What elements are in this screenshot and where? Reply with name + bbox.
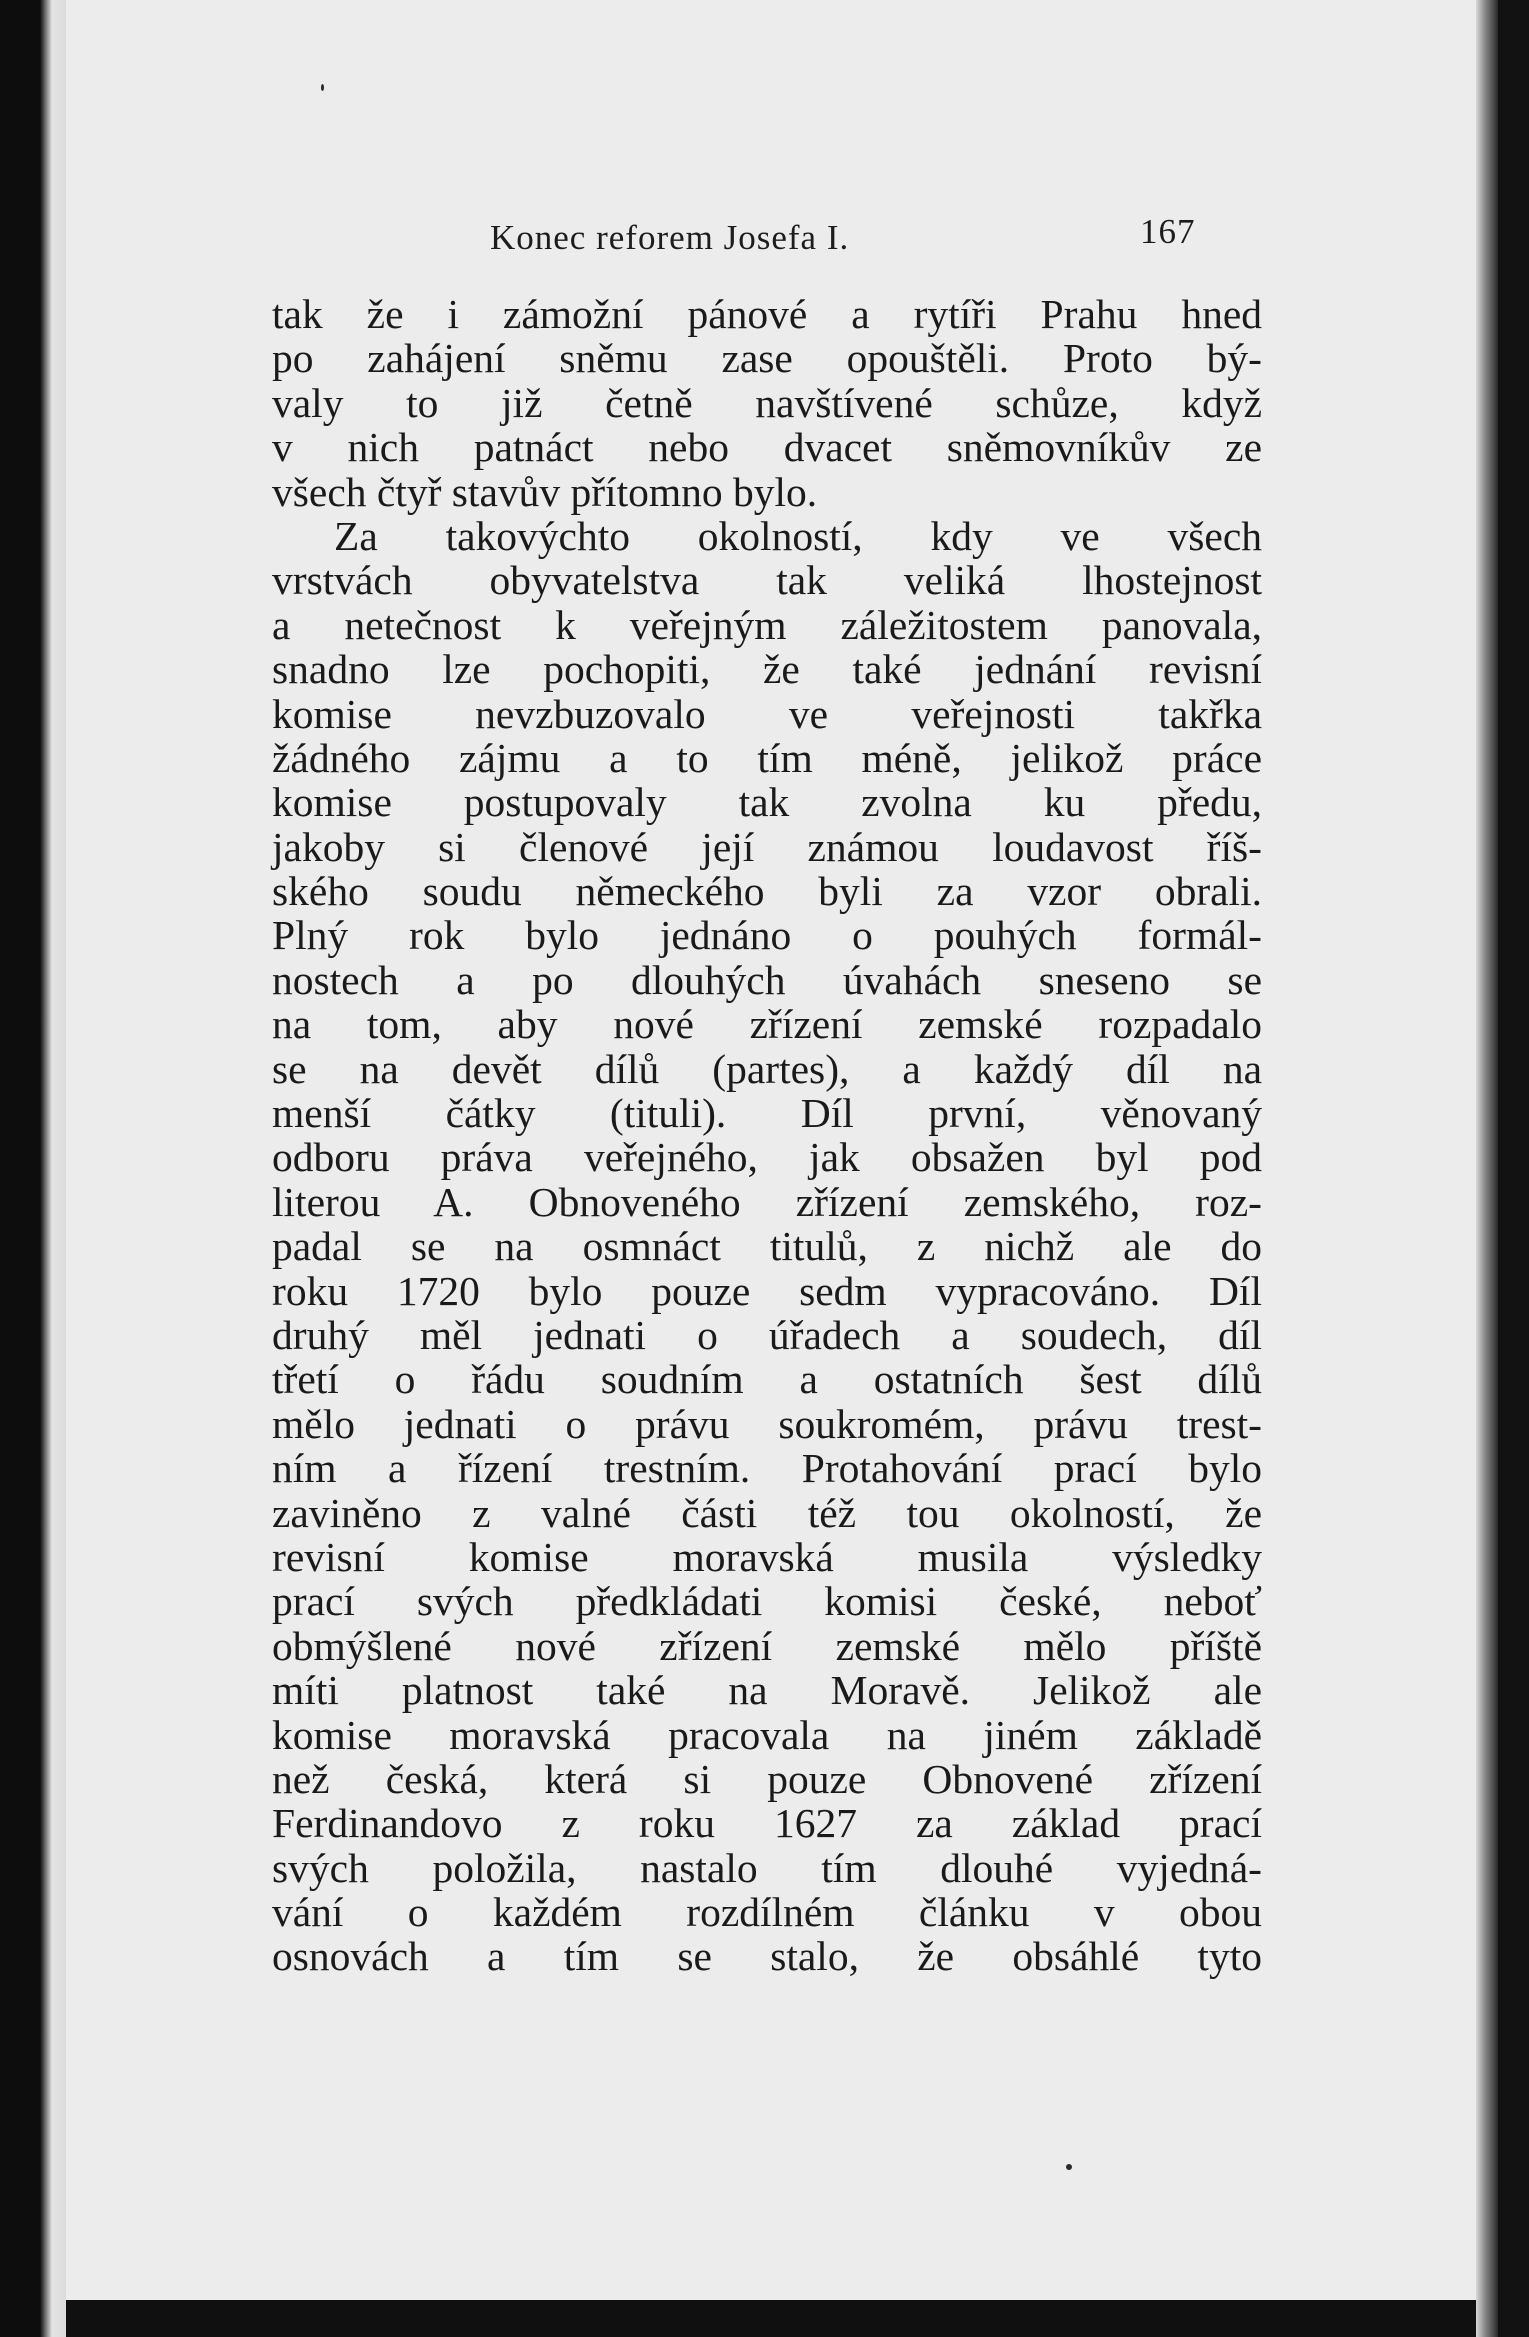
text-line: v nich patnáct nebo dvacet sněmovníkův ze	[272, 424, 1262, 471]
text-line: literou A. Obnoveného zřízení zemského, roz-	[272, 1178, 1262, 1225]
text-line: žádného zájmu a to tím méně, jelikož práce	[272, 734, 1262, 781]
binding-edge	[0, 0, 66, 2337]
page-number: 167	[1140, 212, 1196, 251]
text-line: ského soudu německého byli za vzor obrali.	[272, 868, 1262, 915]
text-line: a netečnost k veřejným záležitostem panovala,	[272, 601, 1262, 648]
text-line: svých položila, nastalo tím dlouhé vyjedná-	[272, 1844, 1262, 1891]
text-line: Plný rok bylo jednáno o pouhých formál-	[272, 912, 1262, 959]
text-line: roku 1720 bylo pouze sedm vypracováno. Díl	[272, 1267, 1262, 1314]
text-line: komise nevzbuzovalo ve veřejnosti takřka	[272, 690, 1262, 737]
text-line: všech čtyř stavův přítomno bylo.	[272, 468, 818, 515]
scan-speck	[321, 84, 324, 91]
scan-bottom-band	[66, 2300, 1476, 2337]
text-line: menší čátky (tituli). Díl první, věnovaný	[272, 1090, 1262, 1137]
text-line: osnovách a tím se stalo, že obsáhlé tyto	[272, 1933, 1262, 1980]
text-line: valy to již četně navštívené schůze, když	[272, 379, 1262, 426]
text-line: mělo jednati o právu soukromém, právu trest-	[272, 1400, 1262, 1447]
text-line: ním a řízení trestním. Protahování prací bylo	[272, 1445, 1262, 1492]
text-line: Ferdinandovo z roku 1627 za základ prací	[272, 1800, 1262, 1847]
text-line: než česká, která si pouze Obnovené zřízení	[272, 1755, 1262, 1802]
text-line: míti platnost také na Moravě. Jelikož ale	[272, 1667, 1262, 1714]
text-line: se na devět dílů (partes), a každý díl na	[272, 1045, 1262, 1092]
text-line: na tom, aby nové zřízení zemské rozpadalo	[272, 1001, 1262, 1048]
text-line: obmýšlené nové zřízení zemské mělo příště	[272, 1622, 1262, 1669]
text-line: odboru práva veřejného, jak obsažen byl pod	[272, 1134, 1262, 1181]
book-page	[66, 0, 1476, 2300]
text-line: snadno lze pochopiti, že také jednání revisní	[272, 646, 1262, 693]
text-line: nostech a po dlouhých úvahách sneseno se	[272, 956, 1262, 1003]
scan-speck	[1066, 2164, 1072, 2170]
text-line: tak že i zámožní pánové a rytíři Prahu hned	[272, 291, 1262, 337]
page-right-edge	[1476, 0, 1498, 2337]
text-line: komise moravská pracovala na jiném základě	[272, 1711, 1262, 1758]
text-line: třetí o řádu soudním a ostatních šest dílů	[272, 1356, 1262, 1403]
text-line: zaviněno z valné části též tou okolností, že	[272, 1489, 1262, 1536]
running-title: Konec reforem Josefa I.	[490, 218, 850, 257]
text-line: padal se na osmnáct titulů, z nichž ale do	[272, 1223, 1262, 1270]
text-line: druhý měl jednati o úřadech a soudech, díl	[272, 1311, 1262, 1358]
body-text	[272, 292, 1262, 1979]
text-line: vání o každém rozdílném článku v obou	[272, 1889, 1262, 1936]
text-line: Za takovýchto okolností, kdy ve všech	[334, 512, 1262, 559]
text-line: jakoby si členové její známou loudavost říš-	[272, 823, 1262, 870]
text-line: po zahájení sněmu zase opouštěli. Proto bý-	[272, 335, 1262, 382]
text-line: vrstvách obyvatelstva tak veliká lhostejnost	[272, 557, 1262, 604]
text-line: komise postupovaly tak zvolna ku předu,	[272, 779, 1262, 826]
text-line: revisní komise moravská musila výsledky	[272, 1533, 1262, 1580]
text-line: prací svých předkládati komisi české, neboť	[272, 1578, 1262, 1625]
